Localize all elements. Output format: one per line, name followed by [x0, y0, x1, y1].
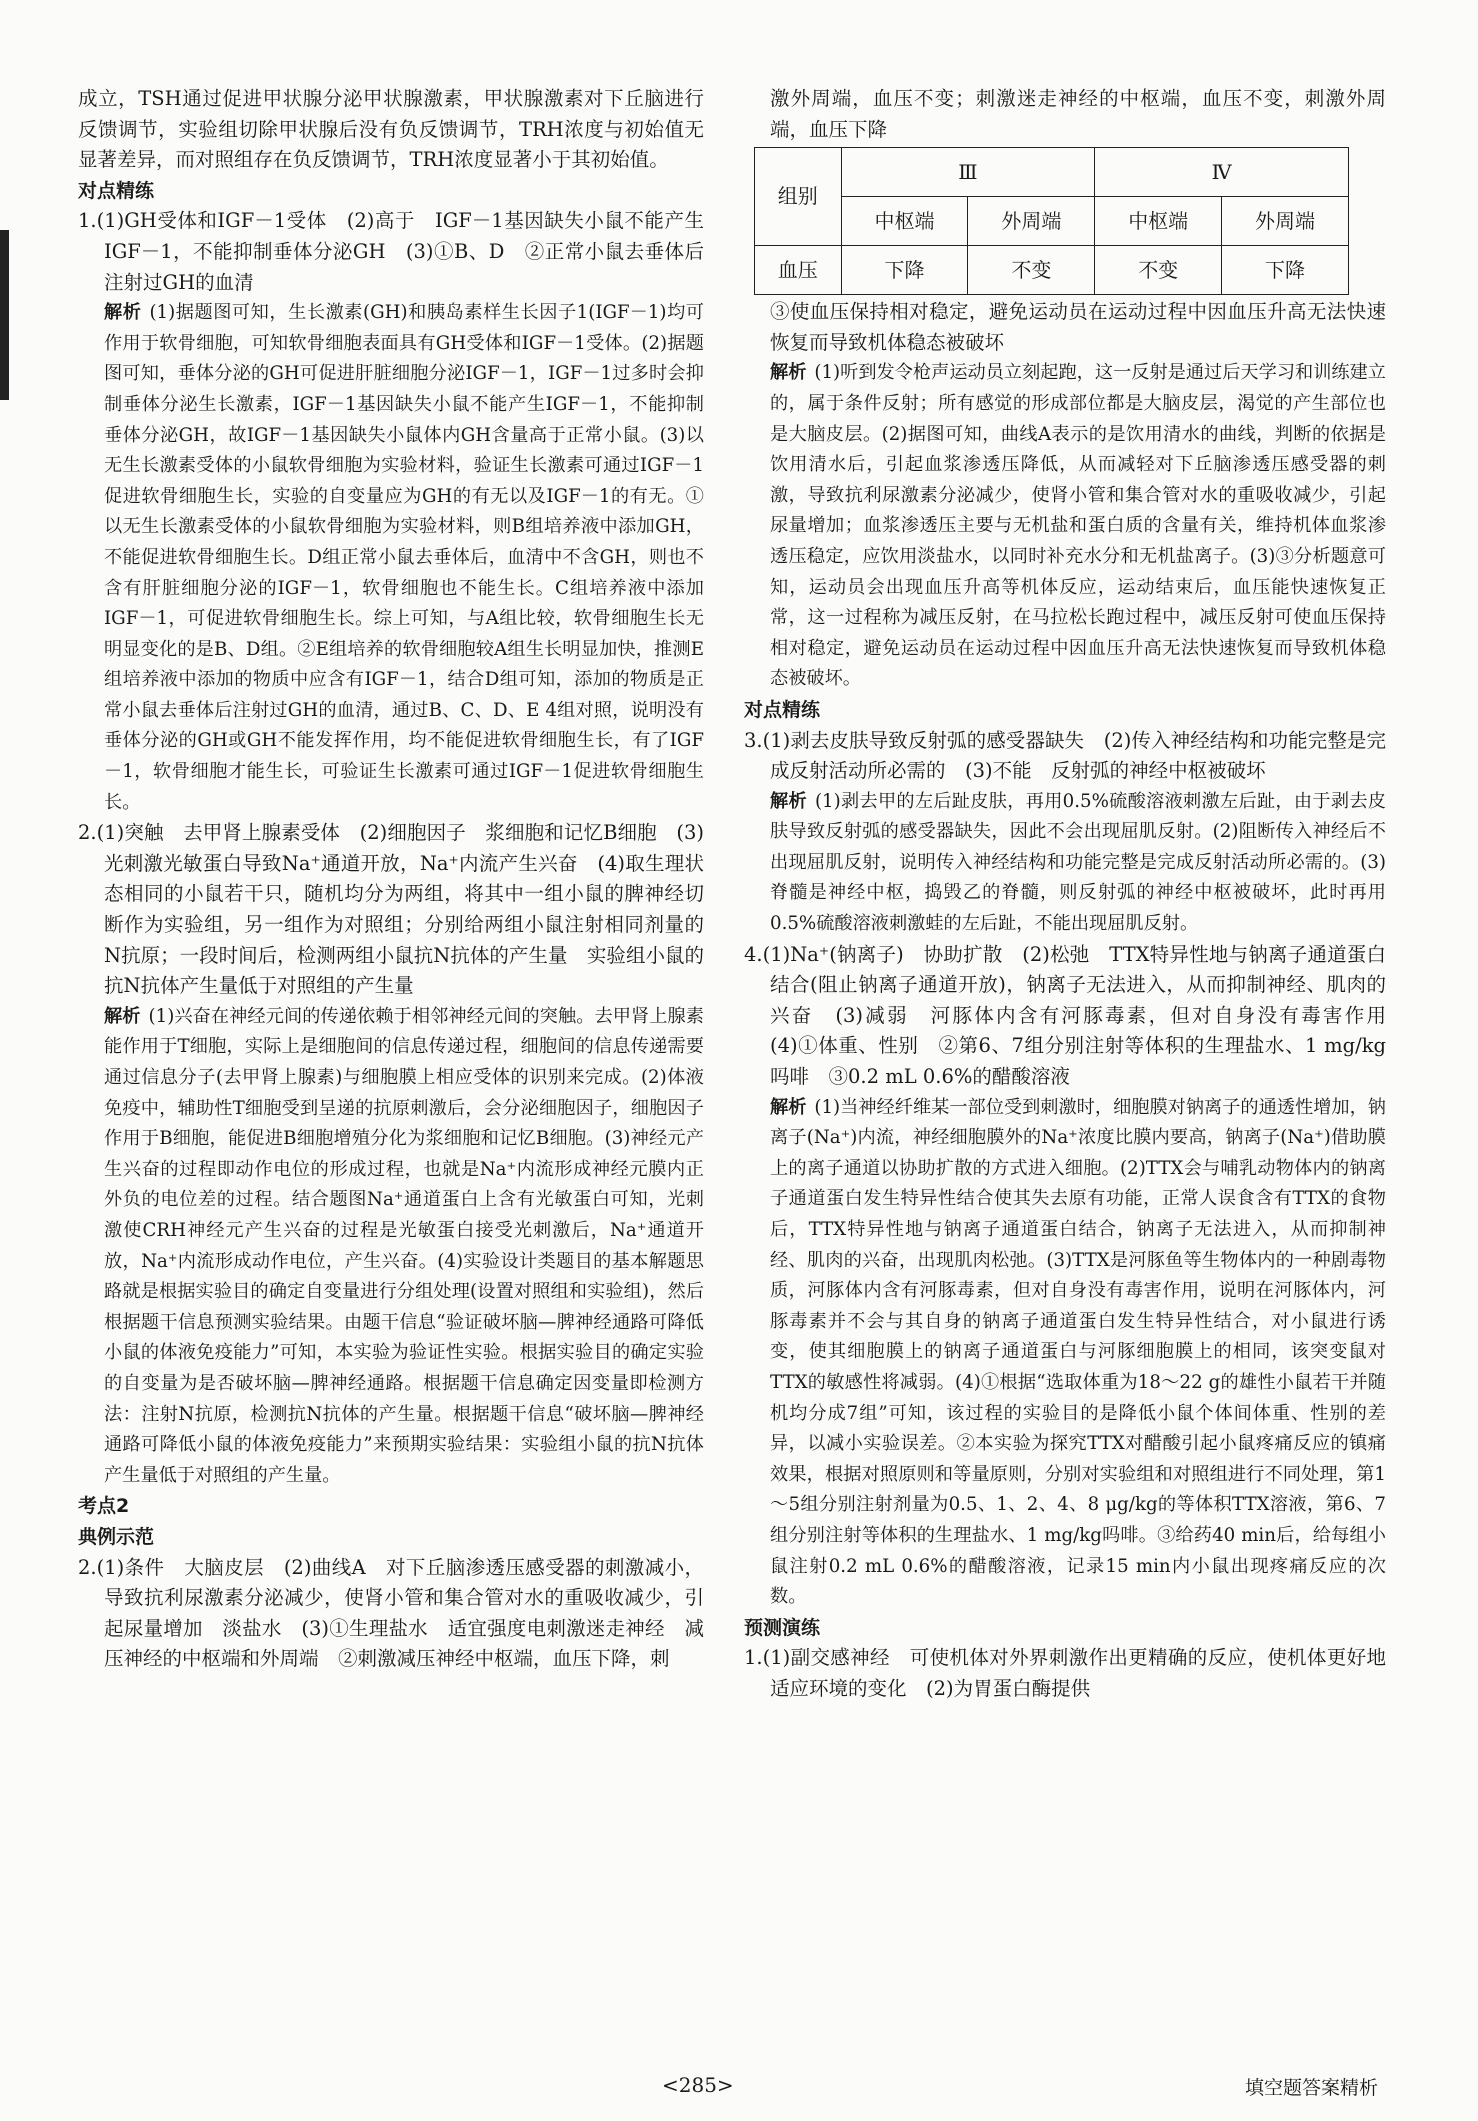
answer-q4: 4.(1)Na⁺(钠离子) 协助扩散 (2)松弛 TTX特异性地与钠离子通道蛋白结合(阻止钠离子通道开放)，钠离子无法进入，从而抑制神经、肌肉的兴奋 (3)减弱 河豚体内含有河豚毒素，但对自身没有毒害作用 (4)①体重、性别 ②第6、7组分别注射等体积的生理盐水、1 mg/kg吗啡 ③0.2 mL 0.6%的醋酸溶液 [744, 942, 1406, 1089]
blood-pressure-table [754, 147, 1349, 295]
left-column [78, 84, 704, 1675]
analysis-label: 解析 [104, 302, 142, 324]
table-row-label: 血压 [755, 246, 842, 295]
analysis-label: 解析 [770, 362, 807, 384]
table-header-group4: Ⅳ [1095, 148, 1349, 197]
section-heading-example: 典例示范 [78, 1525, 155, 1548]
table-header-group3: Ⅲ [841, 148, 1095, 197]
answer-pred1: 1.(1)副交感神经 可使机体对外界刺激作出更精确的反应，使机体更好地适应环境的变化 (2)为胃蛋白酶提供 [744, 1646, 1386, 1700]
page-number: <285> [662, 2073, 734, 2097]
answer-q2: 2.(1)突触 去甲肾上腺素受体 (2)细胞因子 浆细胞和记忆B细胞 (3)光刺激光敏蛋白导致Na⁺通道开放，Na⁺内流产生兴奋 (4)取生理状态相同的小鼠若干只，随机均分为两组，将其中一组小鼠的脾神经切断作为实验组，另一组作为对照组；分别给两组小鼠注射相同剂量的N抗原；一段时间后，检测两组小鼠抗N抗体的产生量 实验组小鼠的抗N抗体产生量低于对照组的产生量 [78, 821, 704, 998]
section-heading-practice: 对点精练 [744, 698, 821, 721]
analysis-example2: 解析 (1)听到发令枪声运动员立刻起跑，这一反射是通过后天学习和训练建立的，属于条件反射；所有感觉的形成部位都是大脑皮层，渴觉的产生部位也是大脑皮层。(2)据图可知，曲线A表示的是饮用清水的曲线，判断的依据是饮用清水后，引起血浆渗透压降低，从而减轻对下丘脑渗透压感受器的刺激，导致抗利尿激素分泌减少，使肾小管和集合管对水的重吸收减少，引起尿量增加；血浆渗透压主要与无机盐和蛋白质的含量有关，维持机体血浆渗透压稳定，应饮用淡盐水，以同时补充水分和无机盐离子。(3)③分析题意可知，运动员会出现血压升高等机体反应，运动结束后，血压能快速恢复正常，这一过程称为减压反射，在马拉松长跑过程中，减压反射可使血压保持相对稳定，避免运动员在运动过程中因血压升高无法快速恢复而导致机体稳态被破坏。 [770, 362, 1386, 690]
footer-title: 填空题答案精析 [1245, 2077, 1379, 2099]
analysis-label: 解析 [770, 1096, 807, 1118]
table-subheader: 中枢端 [1095, 197, 1222, 246]
table-cell: 下降 [841, 246, 968, 295]
table-row [755, 246, 1349, 295]
table-header-group: 组别 [755, 148, 842, 246]
answer-example2: 2.(1)条件 大脑皮层 (2)曲线A 对下丘脑渗透压感受器的刺激减小，导致抗利尿激素分泌减少，使肾小管和集合管对水的重吸收减少，引起尿量增加 淡盐水 (3)①生理盐水 适宜强度电刺激迷走神经 减压神经的中枢端和外周端 ②刺激减压神经中枢端，血压下降，刺 [78, 1555, 704, 1671]
analysis-q3: 解析 (1)剥去甲的左后趾皮肤，再用0.5%硫酸溶液刺激左后趾，由于剥去皮肤导致反射弧的感受器缺失，因此不会出现屈肌反射。(2)阻断传入神经后不出现屈肌反射，说明传入神经结构和功能完整是完成反射活动所必需的。(3)脊髓是神经中枢，捣毁乙的脊髓，则反射弧的神经中枢被破坏，此时再用0.5%硫酸溶液刺激蛙的左后趾，不能出现屈肌反射。 [770, 790, 1386, 935]
section-heading-kaodian2: 考点2 [78, 1495, 130, 1518]
intro-paragraph: 成立，TSH通过促进甲状腺分泌甲状腺激素，甲状腺激素对下丘脑进行反馈调节，实验组切除甲状腺后没有负反馈调节，TRH浓度与初始值无显著差异，而对照组存在负反馈调节，TRH浓度显著小于其初始值。 [78, 87, 704, 172]
table-subheader: 中枢端 [841, 197, 968, 246]
analysis-label: 解析 [770, 790, 807, 812]
analysis-q2: 解析 (1)兴奋在神经元间的传递依赖于相邻神经元间的突触。去甲肾上腺素能作用于T细胞，实际上是细胞间的信息传递过程，细胞间的信息传递需要通过信息分子(去甲肾上腺素)与细胞膜上相应受体的识别来完成。(2)体液免疫中，辅助性T细胞受到呈递的抗原刺激后，会分泌细胞因子，细胞因子作用于B细胞，能促进B细胞增殖分化为浆细胞和记忆B细胞。(3)神经元产生兴奋的过程即动作电位的形成过程，也就是Na⁺内流形成神经元膜内正外负的电位差的过程。结合题图Na⁺通道蛋白上含有光敏蛋白可知，光刺激使CRH神经元产生兴奋的过程是光敏蛋白接受光刺激后，Na⁺通道开放，Na⁺内流形成动作电位，产生兴奋。(4)实验设计类题目的基本解题思路就是根据实验目的确定自变量进行分组处理(设置对照组和实验组)，然后根据题干信息预测实验结果。由题干信息“验证破坏脑—脾神经通路可降低小鼠的体液免疫能力”可知，本实验为验证性实验。根据实验目的确定实验的自变量为是否破坏脑—脾神经通路。根据题干信息确定因变量即检测方法：注射N抗原，检测抗N抗体的产生量。根据题干信息“破坏脑—脾神经通路可降低小鼠的体液免疫能力”来预期实验结果：实验组小鼠的抗N抗体产生量低于对照组的产生量。 [104, 1005, 704, 1486]
table-subheader: 外周端 [968, 197, 1095, 246]
table-cell: 不变 [1095, 246, 1222, 295]
right-column [744, 84, 1406, 1705]
table-cell: 不变 [968, 246, 1095, 295]
analysis-label: 解析 [104, 1005, 141, 1027]
continued-answer: 激外周端，血压不变；刺激迷走神经的中枢端，血压不变，刺激外周端，血压下降 [770, 87, 1386, 141]
section-heading-practice: 对点精练 [78, 179, 155, 202]
analysis-q4: 解析 (1)当神经纤维某一部位受到刺激时，细胞膜对钠离子的通透性增加，钠离子(Na⁺)内流，神经细胞膜外的Na⁺浓度比膜内要高，钠离子(Na⁺)借助膜上的离子通道以协助扩散的方式进入细胞。(2)TTX会与哺乳动物体内的钠离子通道蛋白发生特异性结合使其失去原有功能，正常人误食含有TTX的食物后，TTX特异性地与钠离子通道蛋白结合，钠离子无法进入，从而抑制神经、肌肉的兴奋，出现肌肉松弛。(3)TTX是河豚鱼等生物体内的一种剧毒物质，河豚体内含有河豚毒素，但对自身没有毒害作用，说明在河豚体内，河豚毒素并不会与其自身的钠离子通道蛋白发生特异性结合，对小鼠进行诱变，使其细胞膜上的钠离子通道蛋白与河豚细胞膜上的相同，该突变鼠对TTX的敏感性将减弱。(4)①根据“选取体重为18～22 g的雄性小鼠若干并随机均分成7组”可知，该过程的实验目的是降低小鼠个体间体重、性别的差异，以减小实验误差。②本实验为探究TTX对醋酸引起小鼠疼痛反应的镇痛效果，根据对照原则和等量原则，分别对实验组和对照组进行不同处理，第1～5组分别注射剂量为0.5、1、2、4、8 μg/kg的等体积TTX溶液，第6、7组分别注射等体积的生理盐水、1 mg/kg吗啡。③给药40 min后，给每组小鼠注射0.2 mL 0.6%的醋酸溶液，记录15 min内小鼠出现疼痛反应的次数。 [770, 1096, 1386, 1608]
answer-part3: ③使血压保持相对稳定，避免运动员在运动过程中因血压升高无法快速恢复而导致机体稳态被破坏 [770, 300, 1386, 354]
section-heading-prediction: 预测演练 [744, 1616, 821, 1639]
answer-q3: 3.(1)剥去皮肤导致反射弧的感受器缺失 (2)传入神经结构和功能完整是完成反射活动所必需的 (3)不能 反射弧的神经中枢被破坏 [744, 728, 1386, 783]
analysis-q1: 解析 (1)据题图可知，生长激素(GH)和胰岛素样生长因子1(IGF－1)均可作用于软骨细胞，可知软骨细胞表面具有GH受体和IGF－1受体。(2)据题图可知，垂体分泌的GH可促进肝脏细胞分泌IGF－1，IGF－1过多时会抑制垂体分泌生长激素，IGF－1基因缺失小鼠不能产生IGF－1，不能抑制垂体分泌GH，故IGF－1基因缺失小鼠体内GH含量高于正常小鼠。(3)以无生长激素受体的小鼠软骨细胞为实验材料，验证生长激素可通过IGF－1促进软骨细胞生长，实验的自变量应为GH的有无以及IGF－1的有无。①以无生长激素受体的小鼠软骨细胞为实验材料，则B组培养液中添加GH，不能促进软骨细胞生长。D组正常小鼠去垂体后，血清中不含GH，则也不含有肝脏细胞分泌的IGF－1，软骨细胞也不能生长。C组培养液中添加IGF－1，可促进软骨细胞生长。综上可知，与A组比较，软骨细胞生长无明显变化的是B、D组。②E组培养的软骨细胞较A组生长明显加快，推测E组培养液中添加的物质中应含有IGF－1，结合D组可知，添加的物质是正常小鼠去垂体后注射过GH的血清，通过B、C、D、E 4组对照，说明没有垂体分泌的GH或GH不能发挥作用，均不能促进软骨细胞生长，有了IGF－1，软骨细胞才能生长，可验证生长激素可通过IGF－1促进软骨细胞生长。 [104, 302, 704, 813]
answer-q1: 1.(1)GH受体和IGF－1受体 (2)高于 IGF－1基因缺失小鼠不能产生IGF－1，不能抑制垂体分泌GH (3)①B、D ②正常小鼠去垂体后注射过GH的血清 [78, 209, 704, 294]
table-cell: 下降 [1222, 246, 1349, 295]
left-edge-mark [0, 230, 9, 400]
table-subheader: 外周端 [1222, 197, 1349, 246]
